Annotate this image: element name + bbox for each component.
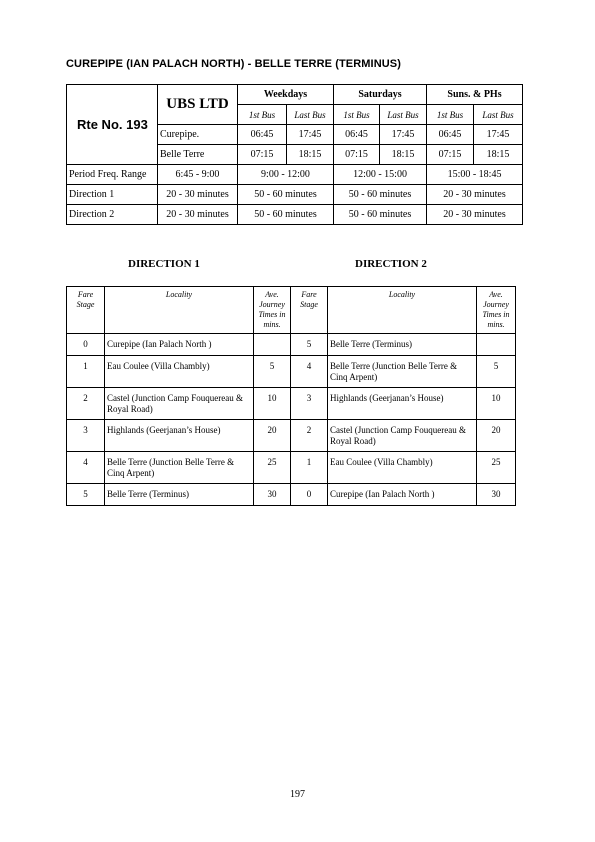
freq-cell: 50 - 60 minutes bbox=[334, 205, 427, 225]
freq-cell: 50 - 60 minutes bbox=[238, 185, 334, 205]
last-bus-header: Last Bus bbox=[474, 105, 523, 125]
page-number: 197 bbox=[290, 789, 305, 800]
fare-stage: 5 bbox=[67, 484, 105, 506]
fare-stage-table bbox=[66, 286, 516, 506]
journey-time: 10 bbox=[254, 388, 291, 420]
direction-label: Direction 1 bbox=[67, 185, 158, 205]
journey-times-header: Ave. Journey Times in mins. bbox=[477, 287, 516, 334]
fare-header-row bbox=[67, 287, 516, 334]
fare-stage-header: Fare Stage bbox=[291, 287, 328, 334]
journey-time: 20 bbox=[254, 420, 291, 452]
first-bus-header: 1st Bus bbox=[238, 105, 287, 125]
journey-time: 10 bbox=[477, 388, 516, 420]
journey-time: 5 bbox=[254, 356, 291, 388]
journey-time bbox=[254, 334, 291, 356]
fare-stage: 1 bbox=[291, 452, 328, 484]
table-row bbox=[67, 388, 516, 420]
period-cell: 15:00 - 18:45 bbox=[427, 165, 523, 185]
period-row bbox=[67, 165, 523, 185]
time-cell: 06:45 bbox=[427, 125, 474, 145]
journey-time: 20 bbox=[477, 420, 516, 452]
locality: Belle Terre (Junction Belle Terre & Cinq Arpent) bbox=[105, 452, 254, 484]
saturdays-header: Saturdays bbox=[334, 85, 427, 105]
journey-time: 30 bbox=[477, 484, 516, 506]
journey-time: 25 bbox=[254, 452, 291, 484]
fare-stage: 0 bbox=[67, 334, 105, 356]
table-row bbox=[67, 356, 516, 388]
freq-cell: 20 - 30 minutes bbox=[427, 185, 523, 205]
locality: Highlands (Geerjanan’s House) bbox=[105, 420, 254, 452]
time-cell: 18:15 bbox=[287, 145, 334, 165]
period-cell: 9:00 - 12:00 bbox=[238, 165, 334, 185]
time-cell: 07:15 bbox=[427, 145, 474, 165]
place-name: Curepipe. bbox=[158, 125, 238, 145]
locality: Curepipe (Ian Palach North ) bbox=[328, 484, 477, 506]
time-cell: 06:45 bbox=[238, 125, 287, 145]
time-cell: 07:15 bbox=[334, 145, 380, 165]
fare-stage: 4 bbox=[67, 452, 105, 484]
locality: Curepipe (Ian Palach North ) bbox=[105, 334, 254, 356]
time-cell: 18:15 bbox=[380, 145, 427, 165]
fare-stage: 3 bbox=[291, 388, 328, 420]
period-cell: 6:45 - 9:00 bbox=[158, 165, 238, 185]
fare-stage: 2 bbox=[67, 388, 105, 420]
operator-name: UBS LTD bbox=[158, 85, 238, 125]
table-row bbox=[67, 484, 516, 506]
fare-stage: 5 bbox=[291, 334, 328, 356]
freq-cell: 20 - 30 minutes bbox=[158, 185, 238, 205]
route-number: Rte No. 193 bbox=[67, 85, 158, 165]
last-bus-header: Last Bus bbox=[287, 105, 334, 125]
fare-stage-header: Fare Stage bbox=[67, 287, 105, 334]
locality-header: Locality bbox=[328, 287, 477, 334]
direction-label: Direction 2 bbox=[67, 205, 158, 225]
weekdays-header: Weekdays bbox=[238, 85, 334, 105]
freq-cell: 20 - 30 minutes bbox=[427, 205, 523, 225]
locality: Castel (Junction Camp Fouquereau & Royal Road) bbox=[105, 388, 254, 420]
fare-stage: 1 bbox=[67, 356, 105, 388]
time-cell: 18:15 bbox=[474, 145, 523, 165]
table-row bbox=[67, 452, 516, 484]
fare-stage: 0 bbox=[291, 484, 328, 506]
journey-time bbox=[477, 334, 516, 356]
last-bus-header: Last Bus bbox=[380, 105, 427, 125]
time-cell: 07:15 bbox=[238, 145, 287, 165]
direction-row bbox=[67, 205, 523, 225]
locality: Belle Terre (Terminus) bbox=[328, 334, 477, 356]
locality: Eau Coulee (Villa Chambly) bbox=[105, 356, 254, 388]
place-name: Belle Terre bbox=[158, 145, 238, 165]
locality: Highlands (Geerjanan’s House) bbox=[328, 388, 477, 420]
period-cell: 12:00 - 15:00 bbox=[334, 165, 427, 185]
locality: Eau Coulee (Villa Chambly) bbox=[328, 452, 477, 484]
fare-stage: 2 bbox=[291, 420, 328, 452]
freq-cell: 50 - 60 minutes bbox=[334, 185, 427, 205]
time-cell: 17:45 bbox=[380, 125, 427, 145]
journey-time: 5 bbox=[477, 356, 516, 388]
locality-header: Locality bbox=[105, 287, 254, 334]
table-row bbox=[67, 420, 516, 452]
fare-stage: 4 bbox=[291, 356, 328, 388]
direction-2-title: DIRECTION 2 bbox=[355, 258, 427, 270]
locality: Castel (Junction Camp Fouquereau & Royal Road) bbox=[328, 420, 477, 452]
fare-stage: 3 bbox=[67, 420, 105, 452]
time-cell: 06:45 bbox=[334, 125, 380, 145]
first-bus-header: 1st Bus bbox=[334, 105, 380, 125]
sundays-header: Suns. & PHs bbox=[427, 85, 523, 105]
locality: Belle Terre (Junction Belle Terre & Cinq Arpent) bbox=[328, 356, 477, 388]
locality: Belle Terre (Terminus) bbox=[105, 484, 254, 506]
period-label: Period Freq. Range bbox=[67, 165, 158, 185]
journey-time: 25 bbox=[477, 452, 516, 484]
table-row bbox=[67, 334, 516, 356]
freq-cell: 20 - 30 minutes bbox=[158, 205, 238, 225]
journey-times-header: Ave. Journey Times in mins. bbox=[254, 287, 291, 334]
page-title: CUREPIPE (IAN PALACH NORTH) - BELLE TERRE (TERMINUS) bbox=[66, 58, 401, 70]
time-cell: 17:45 bbox=[287, 125, 334, 145]
direction-row bbox=[67, 185, 523, 205]
freq-cell: 50 - 60 minutes bbox=[238, 205, 334, 225]
first-bus-header: 1st Bus bbox=[427, 105, 474, 125]
schedule-table bbox=[66, 84, 523, 225]
time-cell: 17:45 bbox=[474, 125, 523, 145]
journey-time: 30 bbox=[254, 484, 291, 506]
direction-1-title: DIRECTION 1 bbox=[128, 258, 200, 270]
